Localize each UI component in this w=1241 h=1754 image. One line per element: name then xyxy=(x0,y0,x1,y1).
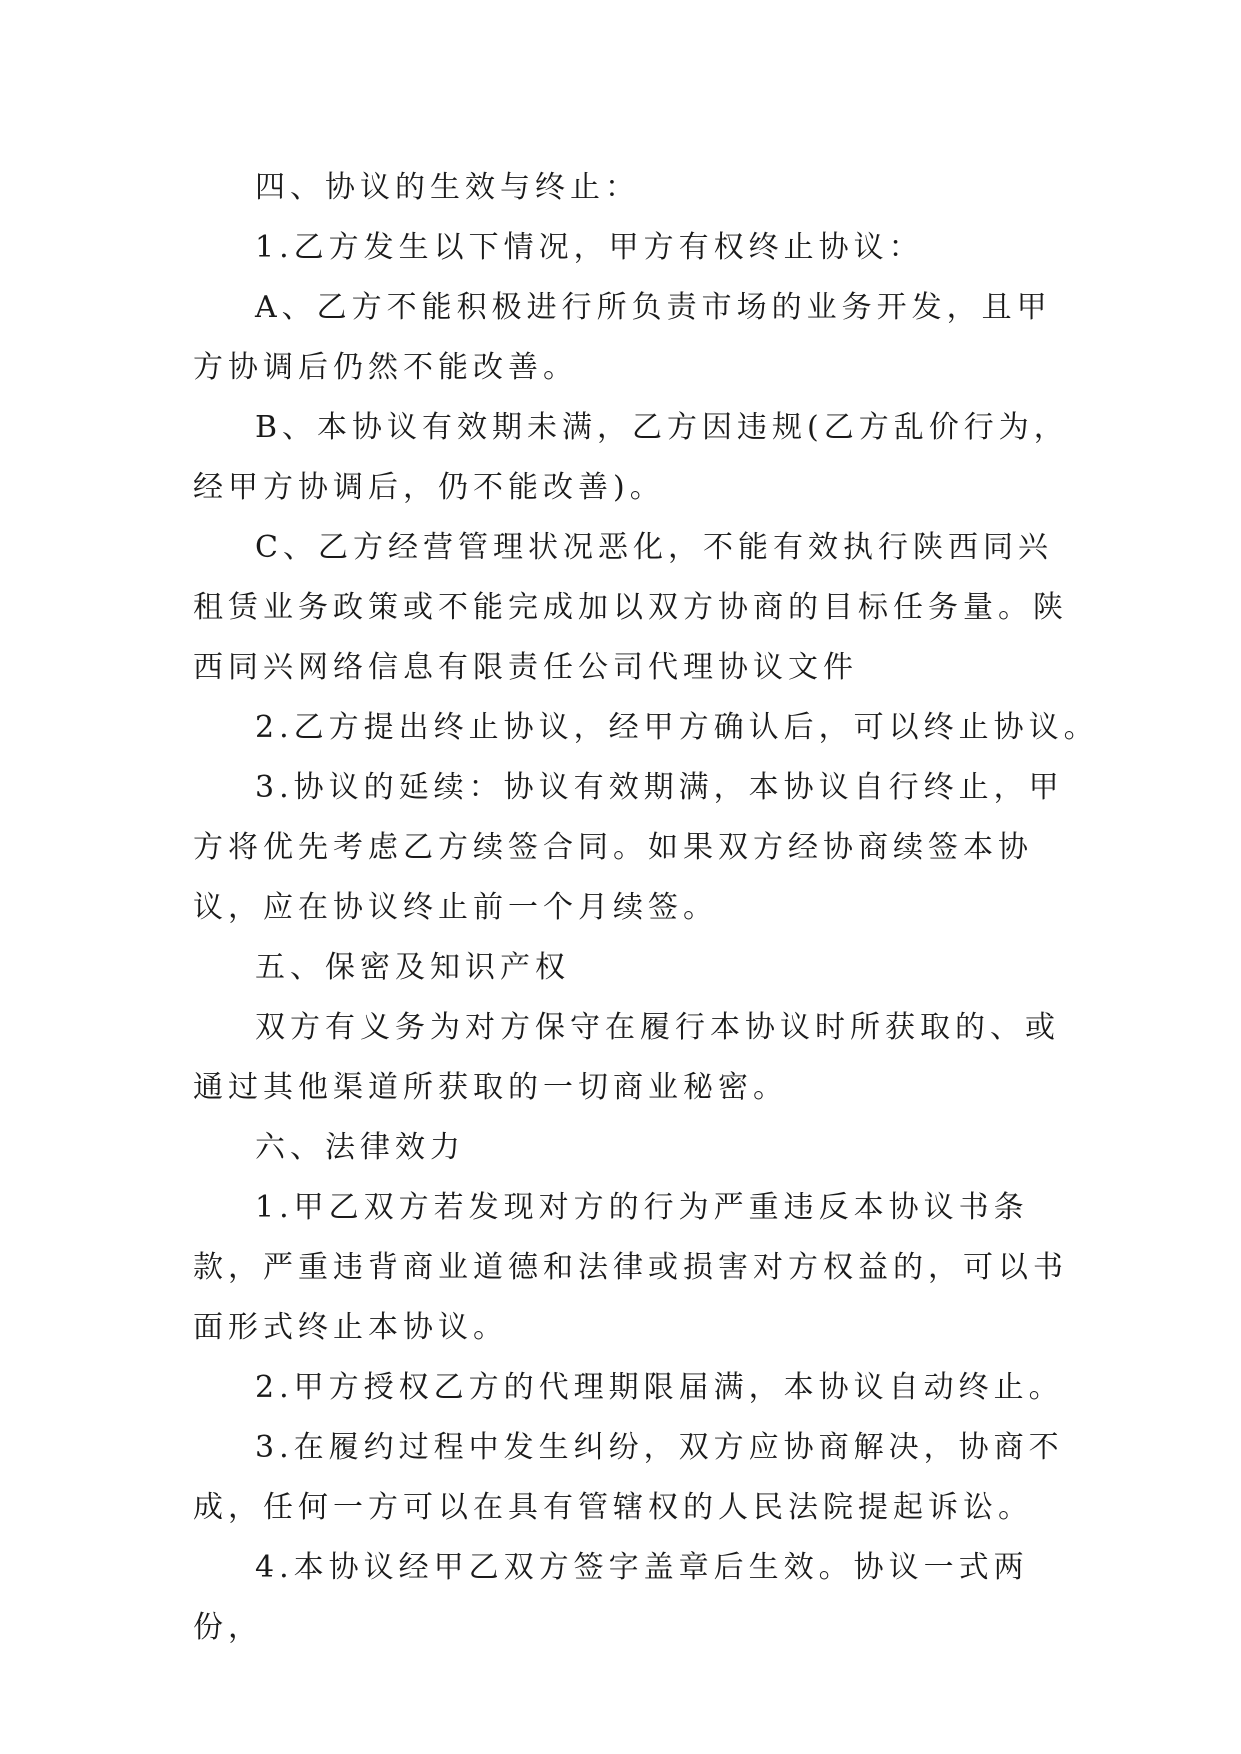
section-6-item-2: 2.甲方授权乙方的代理期限届满，本协议自动终止。 xyxy=(255,1370,1064,1405)
section-4-item-1: 1.乙方发生以下情况，甲方有权终止协议： xyxy=(255,230,924,265)
section-6-item-4: 4.本协议经甲乙双方签字盖章后生效。协议一式两份， xyxy=(193,1550,1029,1645)
section-4-item-2: 2.乙方提出终止协议，经甲方确认后，可以终止协议。 xyxy=(255,710,1099,745)
section-6-item-3: 3.在履约过程中发生纠纷，双方应协商解决，协商不成，任何一方可以在具有管辖权的人民法院提起诉讼。 xyxy=(193,1430,1064,1525)
section-4-item-3: 3.协议的延续：协议有效期满，本协议自行终止，甲方将优先考虑乙方续签合同。如果双方经协商续签本协议，应在协议终止前一个月续签。 xyxy=(193,770,1064,925)
section-5-heading: 五、保密及知识产权 xyxy=(255,950,570,985)
document-body xyxy=(193,158,1099,1658)
section-5-body: 双方有义务为对方保守在履行本协议时所获取的、或通过其他渠道所获取的一切商业秘密。 xyxy=(193,1010,1060,1105)
section-6-heading: 六、法律效力 xyxy=(255,1130,465,1165)
section-4-item-1b: B、本协议有效期未满，乙方因违规(乙方乱价行为，经甲方协调后，仍不能改善)。 xyxy=(193,410,1069,505)
section-4-heading: 四、协议的生效与终止： xyxy=(255,170,640,205)
section-6-item-1: 1.甲乙双方若发现对方的行为严重违反本协议书条款，严重违背商业道德和法律或损害对方权益的，可以书面形式终止本协议。 xyxy=(193,1190,1068,1345)
section-4-item-1a: A、乙方不能积极进行所负责市场的业务开发，且甲方协调后仍然不能改善。 xyxy=(193,290,1052,385)
section-4-item-1c: C、乙方经营管理状况恶化，不能有效执行陕西同兴租赁业务政策或不能完成加以双方协商的目标任务量。陕西同兴网络信息有限责任公司代理协议文件 xyxy=(193,530,1068,685)
